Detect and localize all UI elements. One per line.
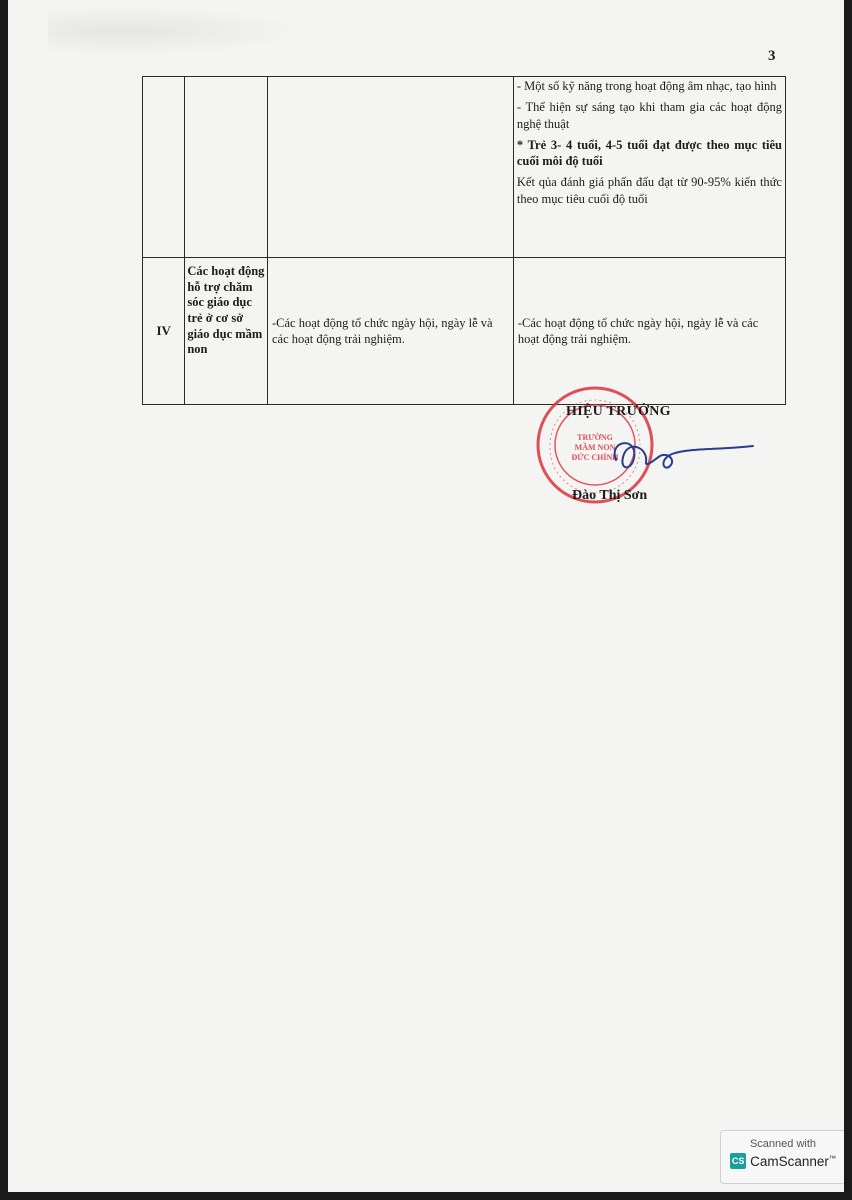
signer-title: HIỆU TRƯỞNG [566, 404, 671, 419]
table-row-continuation [143, 77, 786, 258]
trademark-symbol: ™ [828, 1155, 836, 1162]
handwritten-signature [598, 430, 758, 480]
svg-text:ĐỨC CHÍNH: ĐỨC CHÍNH [571, 453, 619, 462]
scanned-with-label: Scanned with [749, 1138, 817, 1150]
signature-block [528, 380, 758, 510]
result-line-skills: - Một số kỹ năng trong hoạt động âm nhạc, tạo hình [516, 79, 777, 93]
cell-activity-events: -Các hoạt động tổ chức ngày hội, ngày lễ và các hoạt động trải nghiệm. [267, 258, 513, 405]
document-page [8, 0, 844, 1192]
result-line-creativity: - Thể hiện sự sáng tạo khi tham gia các hoạt động nghệ thuật [516, 100, 782, 131]
result-line-evaluation: Kết qủa đánh giá phấn đấu đạt từ 90-95% kiến thức theo mục tiêu cuối độ tuổi [516, 175, 782, 206]
signer-name: Đào Thị Sơn [572, 488, 648, 503]
cell-activity-empty [267, 77, 513, 258]
cell-category-support: Các hoạt động hỗ trợ chăm sóc giáo dục trẻ ở cơ sở giáo dục mầm non [185, 258, 268, 405]
cell-result-continuation [513, 77, 785, 258]
cell-category-empty [185, 77, 268, 258]
svg-text:MẦM NON: MẦM NON [574, 443, 616, 452]
cell-result-events: -Các hoạt động tổ chức ngày hội, ngày lễ và các hoạt động trải nghiệm. [513, 258, 785, 405]
plan-table [142, 76, 786, 405]
camscanner-name [750, 1154, 836, 1169]
camscanner-logo-icon: CS [730, 1153, 746, 1169]
camscanner-badge [720, 1130, 844, 1184]
camscanner-brand-text: CamScanner [750, 1153, 829, 1169]
cell-number-iv: IV [143, 258, 185, 405]
svg-text:TRƯỜNG: TRƯỜNG [577, 433, 613, 442]
cell-number-empty [143, 77, 185, 258]
scan-smudge [48, 6, 308, 56]
camscanner-brand [721, 1153, 844, 1169]
page-number: 3 [768, 48, 776, 64]
result-line-age-goal: * Trẻ 3- 4 tuổi, 4-5 tuổi đạt được theo mục tiêu cuối môi độ tuổi [516, 137, 782, 168]
